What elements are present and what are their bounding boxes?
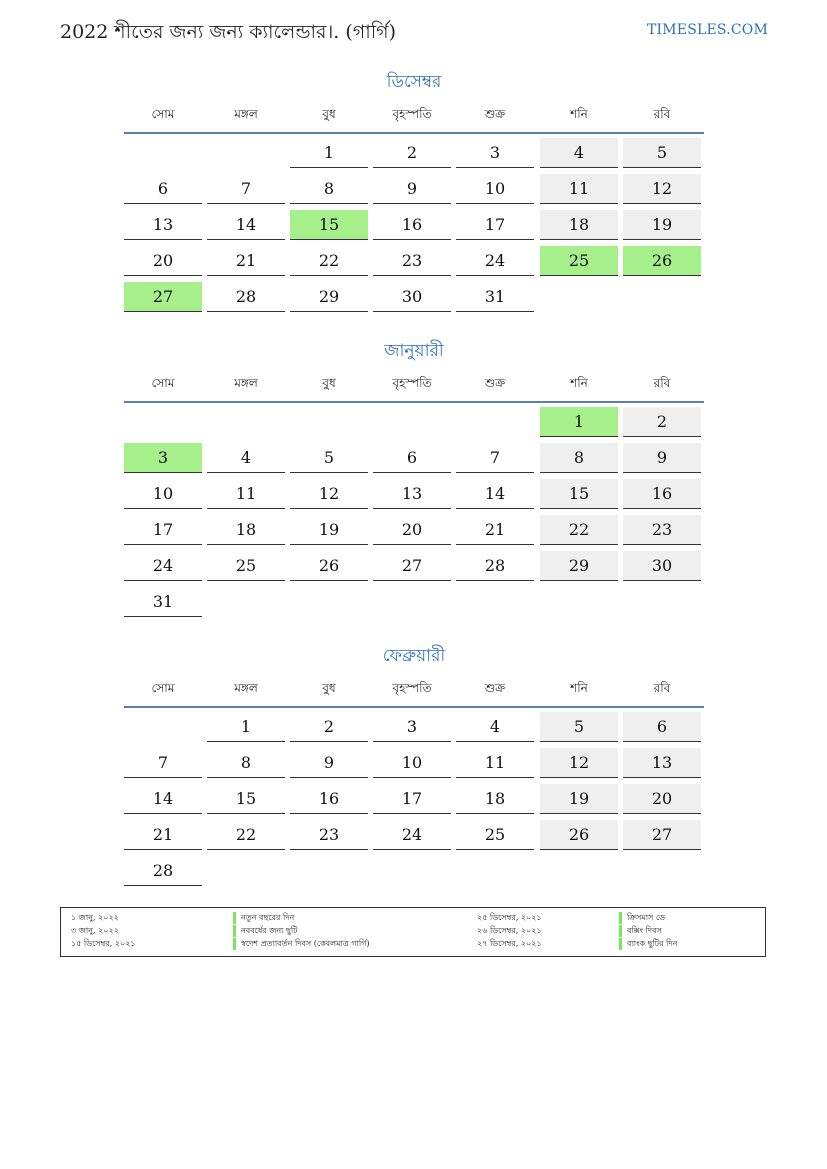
header-divider bbox=[124, 706, 704, 708]
legend-date: ১৫ ডিসেম্বর, ২০২১ bbox=[71, 939, 136, 948]
month-title: ডিসেম্বর bbox=[386, 72, 442, 92]
day-cell: 18 bbox=[540, 210, 618, 240]
weekday-label: বুধ bbox=[322, 376, 336, 390]
day-cell: 23 bbox=[290, 820, 368, 850]
page-title: 2022 শীতের জন্য জন্য ক্যালেন্ডার।. (গার্গি) bbox=[60, 21, 397, 43]
day-cell: 5 bbox=[540, 712, 618, 742]
day-cell: 7 bbox=[456, 443, 534, 473]
day-cell: 26 bbox=[623, 246, 701, 276]
day-cell: 30 bbox=[373, 282, 451, 312]
day-cell: 2 bbox=[623, 407, 701, 437]
weekday-label: শনি bbox=[570, 107, 588, 121]
weekday-label: বুধ bbox=[322, 681, 336, 695]
day-cell: 22 bbox=[540, 515, 618, 545]
weekday-header bbox=[124, 100, 704, 132]
weekday-label: বৃহস্পতি bbox=[392, 681, 432, 695]
day-cell: 9 bbox=[623, 443, 701, 473]
weekday-label: শুক্র bbox=[484, 107, 506, 121]
day-cell: 15 bbox=[290, 210, 368, 240]
day-cell: 12 bbox=[290, 479, 368, 509]
weekday-label: সোম bbox=[151, 376, 175, 390]
header-divider bbox=[124, 132, 704, 134]
day-cell: 20 bbox=[623, 784, 701, 814]
day-cell: 8 bbox=[290, 174, 368, 204]
day-cell: 16 bbox=[290, 784, 368, 814]
day-cell: 14 bbox=[456, 479, 534, 509]
page-header bbox=[60, 18, 768, 48]
holiday-legend bbox=[60, 907, 766, 957]
legend-date: ২৬ ডিসেম্বর, ২০২১ bbox=[477, 926, 542, 935]
legend-holiday-name: ক্রিসমাস ডে bbox=[619, 912, 665, 924]
brand-link[interactable]: TIMESLES.COM bbox=[647, 22, 768, 38]
day-cell: 27 bbox=[124, 282, 202, 312]
day-cell: 5 bbox=[623, 138, 701, 168]
day-cell: 9 bbox=[373, 174, 451, 204]
day-grid bbox=[124, 407, 704, 623]
month-title: জানুয়ারী bbox=[384, 341, 444, 361]
weekday-label: রবি bbox=[653, 107, 671, 121]
day-cell: 21 bbox=[124, 820, 202, 850]
day-cell: 8 bbox=[207, 748, 285, 778]
legend-holiday-name: ব্যাংক ছুটির দিন bbox=[619, 938, 677, 950]
day-cell: 26 bbox=[290, 551, 368, 581]
day-cell: 1 bbox=[540, 407, 618, 437]
day-cell: 18 bbox=[207, 515, 285, 545]
day-cell: 21 bbox=[456, 515, 534, 545]
day-cell: 25 bbox=[456, 820, 534, 850]
day-cell: 28 bbox=[124, 856, 202, 886]
day-cell: 3 bbox=[124, 443, 202, 473]
day-cell: 17 bbox=[456, 210, 534, 240]
day-cell: 29 bbox=[290, 282, 368, 312]
day-cell: 19 bbox=[623, 210, 701, 240]
day-cell: 30 bbox=[623, 551, 701, 581]
month-december bbox=[124, 70, 704, 318]
day-cell: 4 bbox=[207, 443, 285, 473]
weekday-label: বুধ bbox=[322, 107, 336, 121]
weekday-label: রবি bbox=[653, 681, 671, 695]
day-cell: 28 bbox=[456, 551, 534, 581]
weekday-label: বৃহস্পতি bbox=[392, 107, 432, 121]
weekday-label: মঙ্গল bbox=[234, 376, 258, 390]
day-cell: 6 bbox=[623, 712, 701, 742]
legend-holiday-name: বক্সিং দিবস bbox=[619, 925, 662, 937]
day-cell: 22 bbox=[207, 820, 285, 850]
weekday-label: মঙ্গল bbox=[234, 681, 258, 695]
day-cell: 15 bbox=[207, 784, 285, 814]
day-cell: 10 bbox=[456, 174, 534, 204]
day-cell: 5 bbox=[290, 443, 368, 473]
day-cell: 27 bbox=[623, 820, 701, 850]
day-cell: 10 bbox=[373, 748, 451, 778]
day-cell: 28 bbox=[207, 282, 285, 312]
legend-date: ২৭ ডিসেম্বর, ২০২১ bbox=[477, 939, 542, 948]
day-cell: 21 bbox=[207, 246, 285, 276]
day-cell: 4 bbox=[456, 712, 534, 742]
day-cell: 20 bbox=[373, 515, 451, 545]
day-cell: 7 bbox=[207, 174, 285, 204]
day-cell: 25 bbox=[540, 246, 618, 276]
day-cell: 24 bbox=[456, 246, 534, 276]
day-cell: 23 bbox=[373, 246, 451, 276]
header-divider bbox=[124, 401, 704, 403]
day-cell: 13 bbox=[124, 210, 202, 240]
legend-row bbox=[61, 925, 765, 937]
day-cell: 14 bbox=[207, 210, 285, 240]
day-cell: 11 bbox=[540, 174, 618, 204]
legend-holiday-name: নতুন বছরের দিন bbox=[233, 912, 294, 924]
day-cell: 6 bbox=[124, 174, 202, 204]
weekday-header bbox=[124, 674, 704, 706]
day-cell: 24 bbox=[124, 551, 202, 581]
day-cell: 6 bbox=[373, 443, 451, 473]
day-cell: 17 bbox=[373, 784, 451, 814]
weekday-label: শনি bbox=[570, 681, 588, 695]
day-cell: 29 bbox=[540, 551, 618, 581]
month-february bbox=[124, 644, 704, 892]
day-cell: 24 bbox=[373, 820, 451, 850]
day-cell: 19 bbox=[540, 784, 618, 814]
weekday-label: সোম bbox=[151, 107, 175, 121]
day-cell: 11 bbox=[207, 479, 285, 509]
legend-date: ৩ জানু, ২০২২ bbox=[71, 926, 119, 935]
day-cell: 31 bbox=[456, 282, 534, 312]
day-cell: 15 bbox=[540, 479, 618, 509]
day-cell: 1 bbox=[207, 712, 285, 742]
day-cell: 16 bbox=[623, 479, 701, 509]
day-cell: 10 bbox=[124, 479, 202, 509]
day-cell: 11 bbox=[456, 748, 534, 778]
legend-holiday-name: নববর্ষের জন্য ছুটি bbox=[233, 925, 298, 937]
legend-holiday-name: স্বদেশ প্রত্যাবর্তন দিবস (কেবলমাত্র গার্গি) bbox=[233, 938, 370, 950]
day-grid bbox=[124, 138, 704, 318]
day-cell: 31 bbox=[124, 587, 202, 617]
day-cell: 20 bbox=[124, 246, 202, 276]
legend-date: ১ জানু, ২০২২ bbox=[71, 913, 119, 922]
day-cell: 12 bbox=[623, 174, 701, 204]
day-cell: 3 bbox=[373, 712, 451, 742]
day-cell: 22 bbox=[290, 246, 368, 276]
legend-date: ২৫ ডিসেম্বর, ২০২১ bbox=[477, 913, 542, 922]
weekday-label: রবি bbox=[653, 376, 671, 390]
day-cell: 14 bbox=[124, 784, 202, 814]
day-cell: 23 bbox=[623, 515, 701, 545]
day-cell: 26 bbox=[540, 820, 618, 850]
day-cell: 27 bbox=[373, 551, 451, 581]
day-cell: 13 bbox=[623, 748, 701, 778]
weekday-label: শুক্র bbox=[484, 681, 506, 695]
day-cell: 2 bbox=[290, 712, 368, 742]
day-cell: 1 bbox=[290, 138, 368, 168]
day-cell: 9 bbox=[290, 748, 368, 778]
weekday-label: শনি bbox=[570, 376, 588, 390]
day-grid bbox=[124, 712, 704, 892]
day-cell: 16 bbox=[373, 210, 451, 240]
day-cell: 12 bbox=[540, 748, 618, 778]
day-cell: 3 bbox=[456, 138, 534, 168]
day-cell: 13 bbox=[373, 479, 451, 509]
weekday-label: শুক্র bbox=[484, 376, 506, 390]
month-title: ফেব্রুয়ারী bbox=[382, 646, 446, 666]
weekday-label: বৃহস্পতি bbox=[392, 376, 432, 390]
legend-row bbox=[61, 938, 765, 950]
month-january bbox=[124, 339, 704, 623]
legend-row bbox=[61, 912, 765, 924]
day-cell: 17 bbox=[124, 515, 202, 545]
day-cell: 8 bbox=[540, 443, 618, 473]
weekday-label: মঙ্গল bbox=[234, 107, 258, 121]
day-cell: 18 bbox=[456, 784, 534, 814]
weekday-label: সোম bbox=[151, 681, 175, 695]
weekday-header bbox=[124, 369, 704, 401]
day-cell: 19 bbox=[290, 515, 368, 545]
day-cell: 7 bbox=[124, 748, 202, 778]
day-cell: 2 bbox=[373, 138, 451, 168]
day-cell: 25 bbox=[207, 551, 285, 581]
day-cell: 4 bbox=[540, 138, 618, 168]
